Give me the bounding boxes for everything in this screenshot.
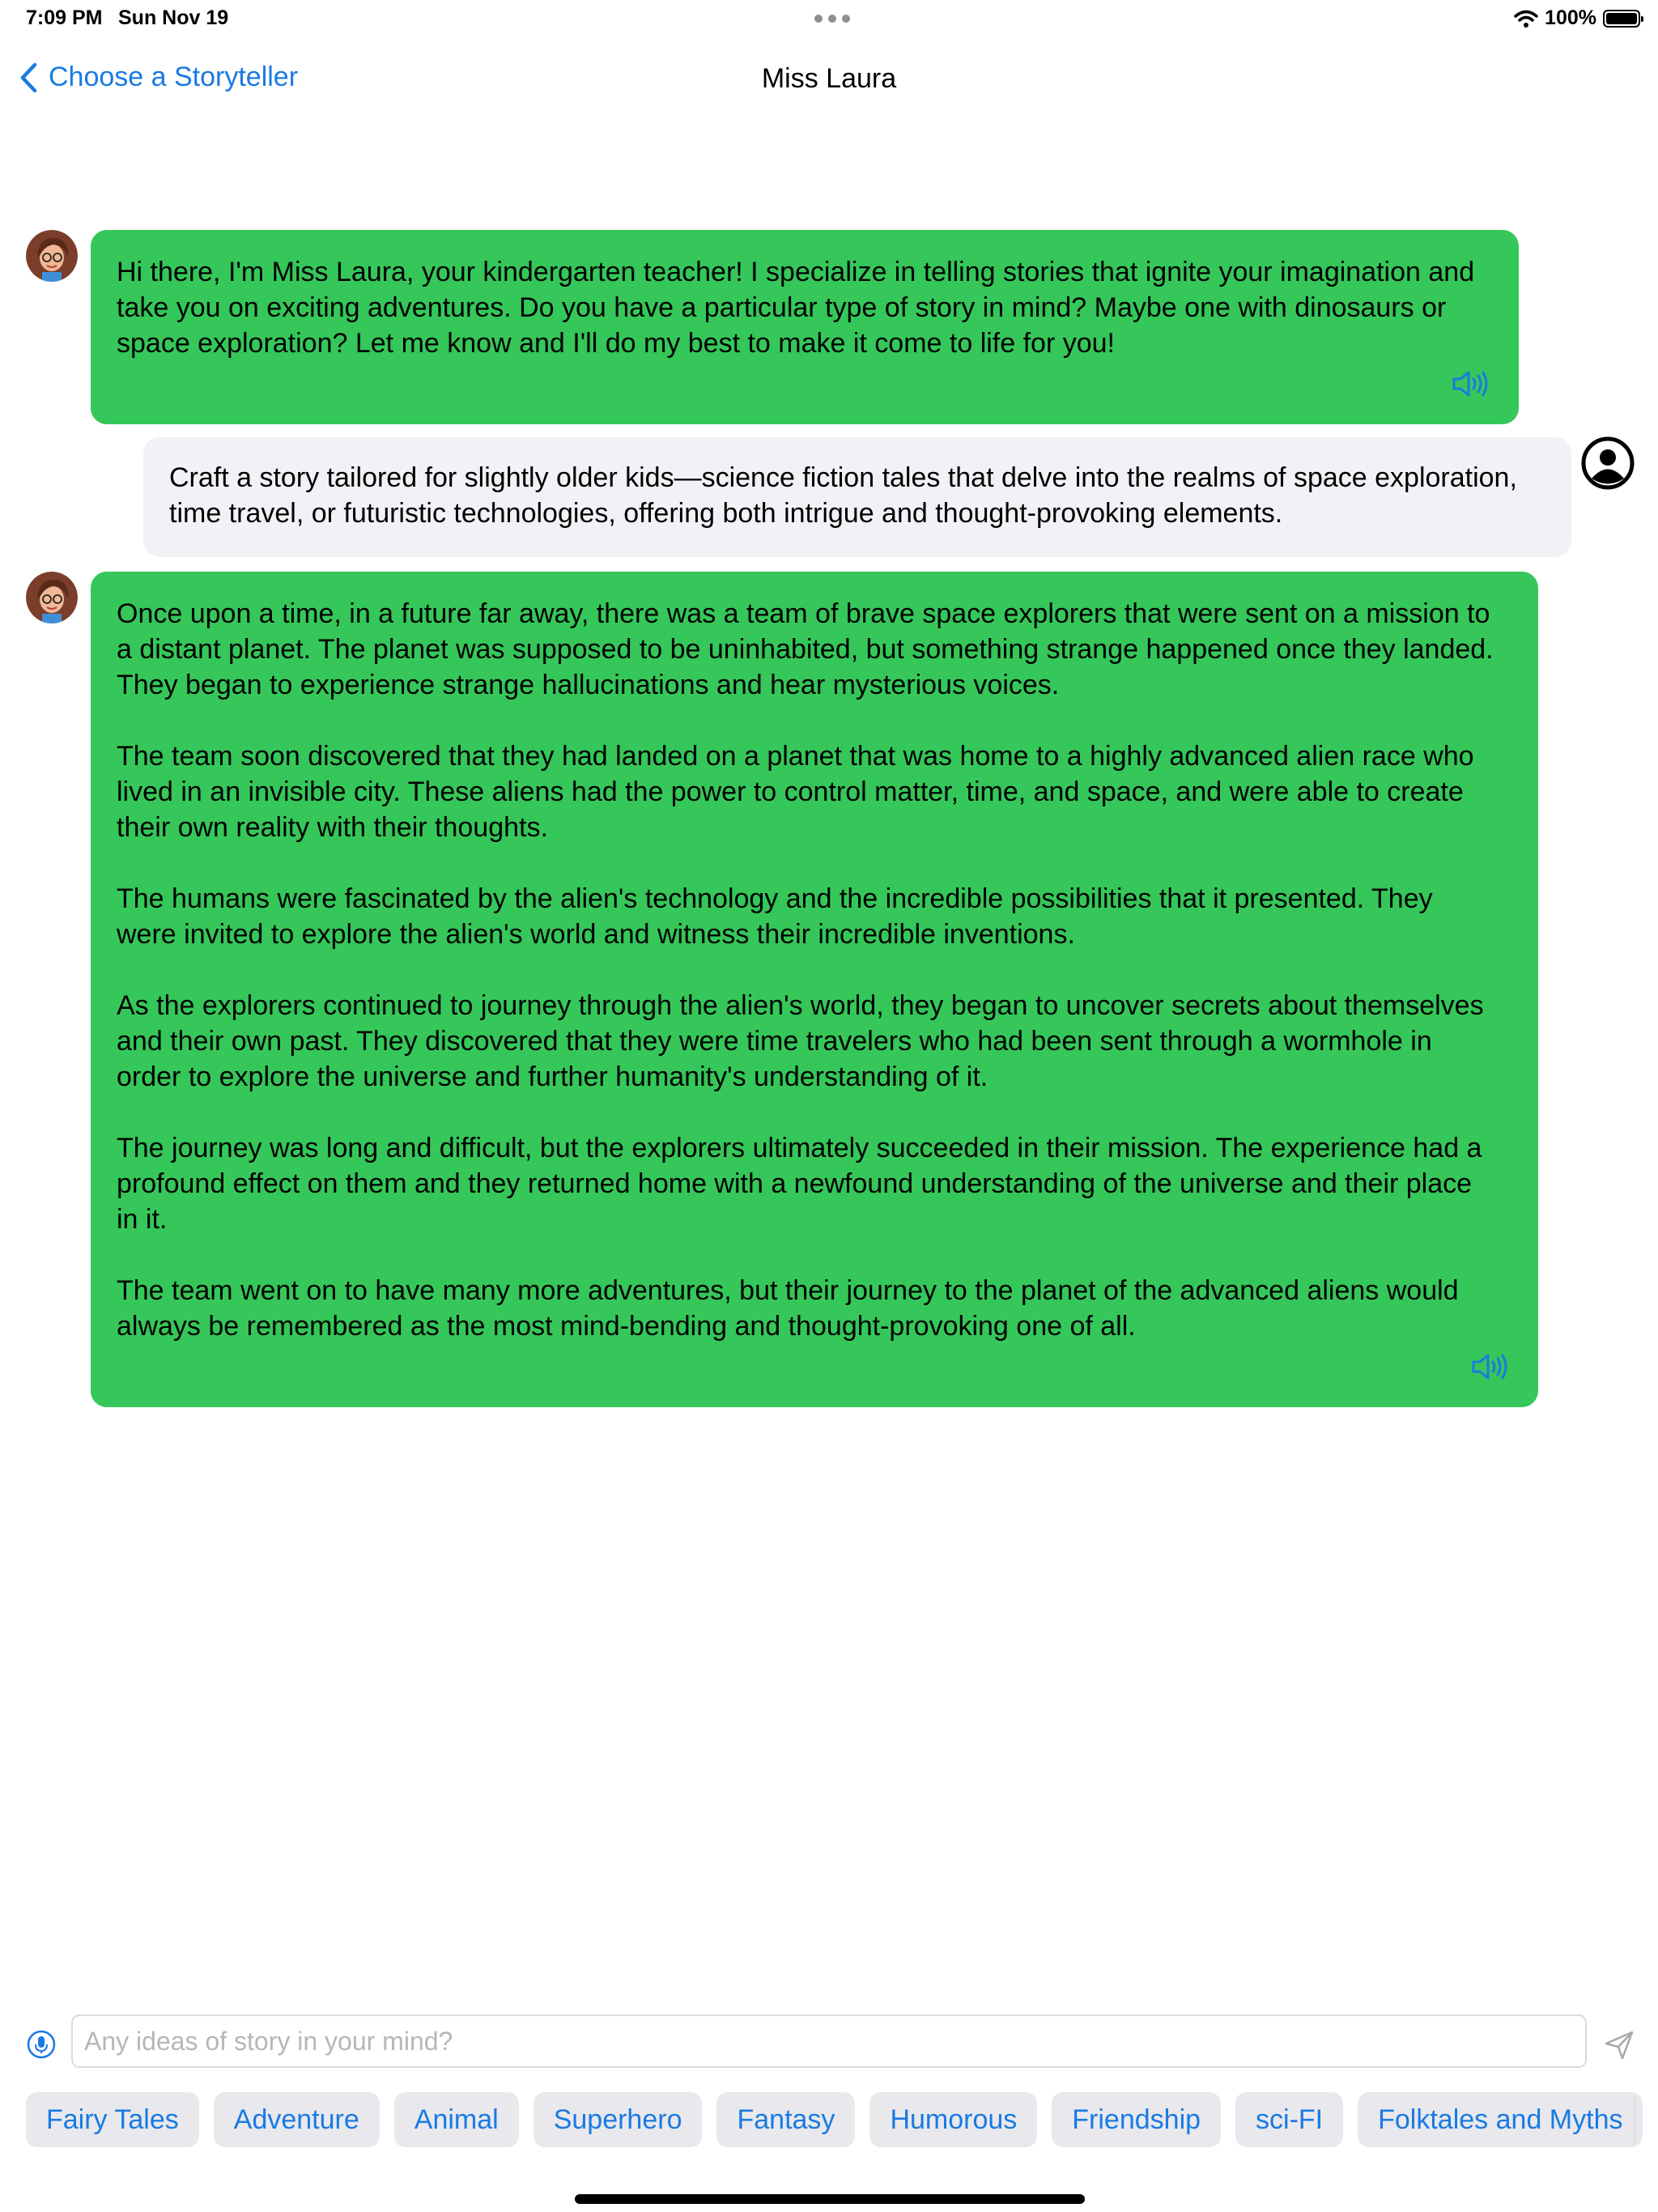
back-button-label: Choose a Storyteller [49, 62, 299, 92]
chip-folktales-and-myths[interactable]: Folktales and Myths [1358, 2092, 1643, 2147]
story-paragraph: The journey was long and difficult, but the explorers ultimately succeeded in their mission. The experience had a profound effect on them and they returned home with a newfound understanding of the universe and their place in it. [117, 1133, 1482, 1235]
story-paragraph: The team soon discovered that they had landed on a planet that was home to a highly advanced alien race who lived in an invisible city. These aliens had the power to control matter, time, and space, and were able to create their own reality with their thoughts. [117, 741, 1474, 843]
genre-chips [26, 2092, 1643, 2147]
status-time: 7:09 PM [26, 6, 103, 29]
chip-superhero[interactable]: Superhero [534, 2092, 703, 2147]
story-input[interactable] [71, 2014, 1587, 2068]
user-message-1 [143, 437, 1571, 557]
paper-plane-icon[interactable] [1603, 2029, 1635, 2061]
chip-animal[interactable]: Animal [394, 2092, 519, 2147]
page-title: Miss Laura [761, 63, 897, 94]
chip-sci-fi[interactable]: sci-FI [1235, 2092, 1343, 2147]
story-paragraph: The humans were fascinated by the alien's technology and the incredible possibilities that it presented. They were invited to explore the alien's world and witness their incredible inventions. [117, 883, 1433, 950]
storyteller-avatar [26, 572, 78, 623]
bot-message-1 [91, 230, 1519, 424]
story-paragraph: The team went on to have many more adventures, but their journey to the planet of the advanced aliens would always be remembered as the most mind-bending and thought-provoking one of all. [117, 1275, 1459, 1342]
wifi-icon [1514, 9, 1538, 28]
person-circle-icon [1580, 436, 1635, 491]
speaker-wave-icon[interactable] [1451, 369, 1490, 398]
microphone-icon[interactable] [26, 2029, 57, 2060]
message-text: Craft a story tailored for slightly older kids—science fiction tales that delve into the realms of space exploration, time travel, or futuristic technologies, offering both intrigue and thought-provoking elements. [169, 462, 1517, 529]
story-paragraph: As the explorers continued to journey through the alien's world, they began to uncover secrets about themselves and their own past. They discovered that they were time travelers who had been sent through a wormhole in order to explore the universe and further humanity's understanding of it. [117, 990, 1484, 1092]
status-bar [0, 0, 1658, 39]
multitasking-dots-icon[interactable] [814, 15, 850, 23]
chip-humorous[interactable]: Humorous [869, 2092, 1037, 2147]
home-indicator[interactable] [575, 2194, 1085, 2204]
speaker-wave-icon[interactable] [1470, 1352, 1509, 1381]
chip-fairy-tales[interactable]: Fairy Tales [26, 2092, 199, 2147]
story-paragraph: Once upon a time, in a future far away, there was a team of brave space explorers that were sent on a mission to a distant planet. The planet was supposed to be uninhabited, but something strange happened once they landed. They began to experience strange hallucinations and hear mysterious voices. [117, 598, 1494, 700]
nav-bar [0, 49, 1658, 113]
message-text: Hi there, I'm Miss Laura, your kindergarten teacher! I specialize in telling stories that ignite your imagination and take you on exciting adventures. Do you have a particular type of story in mind? Maybe one with dinosaurs or space exploration? Let me know and I'll do my best to make it come to life for you! [117, 257, 1475, 359]
chip-adventure[interactable]: Adventure [214, 2092, 380, 2147]
composer [0, 2014, 1658, 2071]
storyteller-avatar [26, 230, 78, 282]
battery-percent: 100% [1545, 6, 1596, 29]
chip-overflow-edge [1634, 2097, 1636, 2142]
chip-friendship[interactable]: Friendship [1052, 2092, 1221, 2147]
status-right [1514, 6, 1640, 30]
status-date: Sun Nov 19 [118, 6, 229, 29]
battery-icon [1603, 10, 1640, 28]
bot-message-2 [91, 572, 1538, 1407]
chip-fantasy[interactable]: Fantasy [716, 2092, 855, 2147]
